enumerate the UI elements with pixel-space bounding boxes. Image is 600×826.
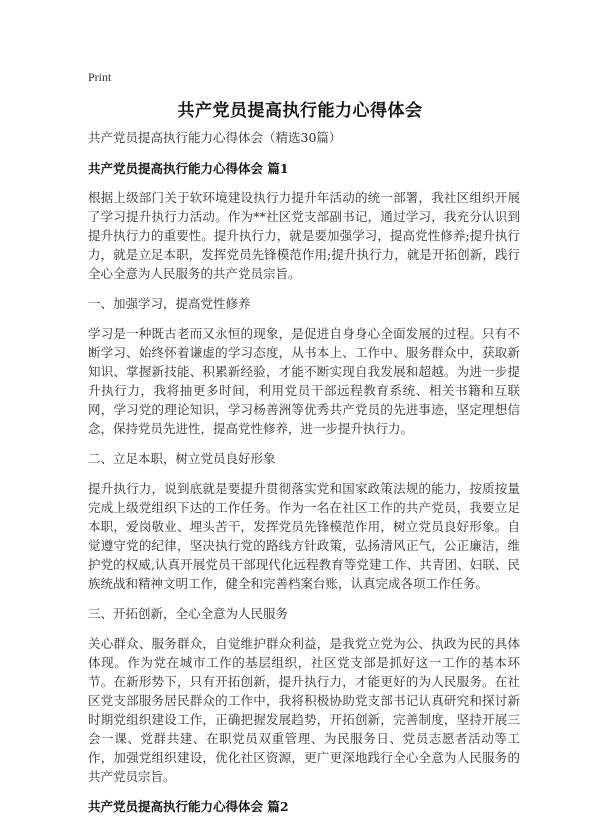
paragraph-duty: 提升执行力，说到底就是要提升贯彻落实党和国家政策法规的能力，按质按量完成上级党组织下达的工作任务。作为一名在社区工作的共产党员，我要立足本职，爱岗敬业、埋头苦干，发挥党员先锋模范作用，树立党员良好形象。自觉遵守党的纪律，坚决执行党的路线方针政策，弘扬清风正气，公正廉洁，维护党的权威,认真开展党员干部现代化远程教育等党建工作、共青团、妇联、民族统战和精神文明工作，健全和完善档案台账，认真完成各项工作任务。 [88,481,520,591]
section-title-1: 共产党员提高执行能力心得体会 篇1 [88,161,289,176]
heading-duty: 二、立足本职，树立党员良好形象 [88,451,276,466]
section-title-2: 共产党员提高执行能力心得体会 篇2 [88,799,289,814]
heading-study: 一、加强学习，提高党性修养 [88,296,251,311]
paragraph-study: 学习是一种既古老而又永恒的现象，是促进自身身心全面发展的过程。只有不断学习、始终怀着谦虚的学习态度，从书本上、工作中、服务群众中，获取新知识、掌握新技能、积累新经验，才能不断实现自我发展和超越。为进一步提升执行力，我将抽更多时间，利用党员干部远程教育系统、相关书籍和互联网，学习党的理论知识，学习杨善洲等优秀共产党员的先进事迹，坚定理想信念，保持党员先进性，提高党性修养，进一步提升执行力。 [88,326,520,436]
heading-innovation: 三、开拓创新，全心全意为人民服务 [88,606,289,621]
document-body [88,128,520,826]
print-link[interactable]: Print [88,70,112,84]
paragraph-innovation: 关心群众、服务群众，自觉维护群众利益，是我党立党为公、执政为民的具体体现。作为党在城市工作的基层组织，社区党支部是抓好这一工作的基本环节。在新形势下，只有开拓创新，提升执行力，才能更好的为人民服务。在社区党支部服务居民群众的工作中，我将积极协助党支部书记认真研究和探讨新时期党组织建设工作，正确把握发展趋势，开拓创新，完善制度，坚持开展三会一课、党群共建、在职党员双重管理、为民服务日、党员志愿者活动等工作，加强党组织建设，优化社区资源，更广更深地践行全心全意为人民服务的共产党员宗旨。 [88,636,520,784]
intro-paragraph: 根据上级部门关于软环境建设执行力提升年活动的统一部署，我社区组织开展了学习提升执行力活动。作为**社区党支部副书记，通过学习，我充分认识到提升执行力的重要性。提升执行力，就是要加强学习，提高党性修养;提升执行力，就是立足本职，发挥党员先锋模范作用;提升执行力，就是开拓创新，践行全心全意为人民服务的共产党员宗旨。 [88,190,520,281]
document-subtitle: 共产党员提高执行能力心得体会（精选30篇） [88,130,342,145]
document-title: 共产党员提高执行能力心得体会 [177,101,423,121]
